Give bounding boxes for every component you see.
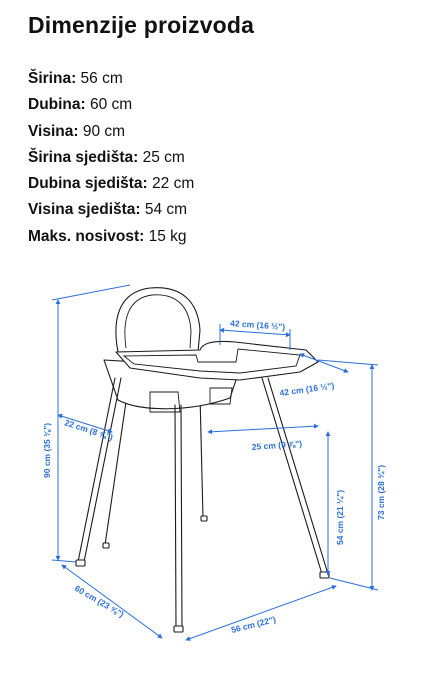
label-tray-depth: 42 cm (16 ½") [278, 380, 335, 398]
spec-label: Visina: [28, 122, 79, 140]
chair-leg-back-left [105, 395, 127, 545]
spec-height [28, 119, 194, 145]
chair-leg-front-left [78, 378, 115, 562]
spec-value: 56 cm [76, 70, 123, 87]
spec-value: 25 cm [138, 148, 185, 166]
spec-value: 90 cm [78, 122, 126, 140]
label-width: 56 cm (22") [230, 614, 277, 635]
spec-depth [28, 92, 194, 118]
chair-leg-front-right [262, 378, 322, 574]
spec-label: Maks. nosivost: [28, 227, 145, 245]
high-chair-dimension-diagram [0, 270, 428, 690]
label-seat-height: 54 cm (21 ¼") [335, 489, 345, 545]
spec-label: Dubina: [28, 96, 86, 114]
spec-label: Širina: [28, 70, 77, 87]
spec-width [28, 66, 194, 92]
label-overall-height: 90 cm (35 ⅜") [42, 422, 52, 478]
dimension-lines [52, 285, 378, 640]
spec-list [28, 66, 194, 250]
spec-value: 54 cm [140, 201, 188, 219]
label-seat-width: 25 cm (9 ⅞") [251, 438, 303, 452]
spec-label: Dubina sjedišta: [28, 175, 148, 193]
label-tray-height: 73 cm (28 ¾") [376, 464, 386, 520]
spec-max-load [28, 224, 194, 250]
spec-value: 60 cm [85, 96, 133, 114]
label-seat-depth: 22 cm (8 ⅝") [63, 417, 115, 443]
spec-value: 15 kg [144, 227, 187, 245]
label-depth: 60 cm (23 ⅝") [73, 583, 126, 620]
page-title: Dimenzije proizvoda [28, 12, 255, 38]
chair-leg-front-center [175, 405, 176, 628]
spec-value: 22 cm [147, 175, 195, 193]
spec-seat-depth [28, 171, 194, 197]
spec-seat-width [28, 145, 194, 171]
spec-seat-height [28, 197, 194, 223]
spec-label: Visina sjedišta: [28, 201, 141, 219]
chair-leg-back-right [200, 395, 203, 518]
spec-label: Širina sjedišta: [28, 148, 139, 166]
chair-seat-back [116, 288, 200, 352]
high-chair-illustration [76, 288, 329, 632]
label-tray-width: 42 cm (16 ½") [229, 318, 286, 332]
